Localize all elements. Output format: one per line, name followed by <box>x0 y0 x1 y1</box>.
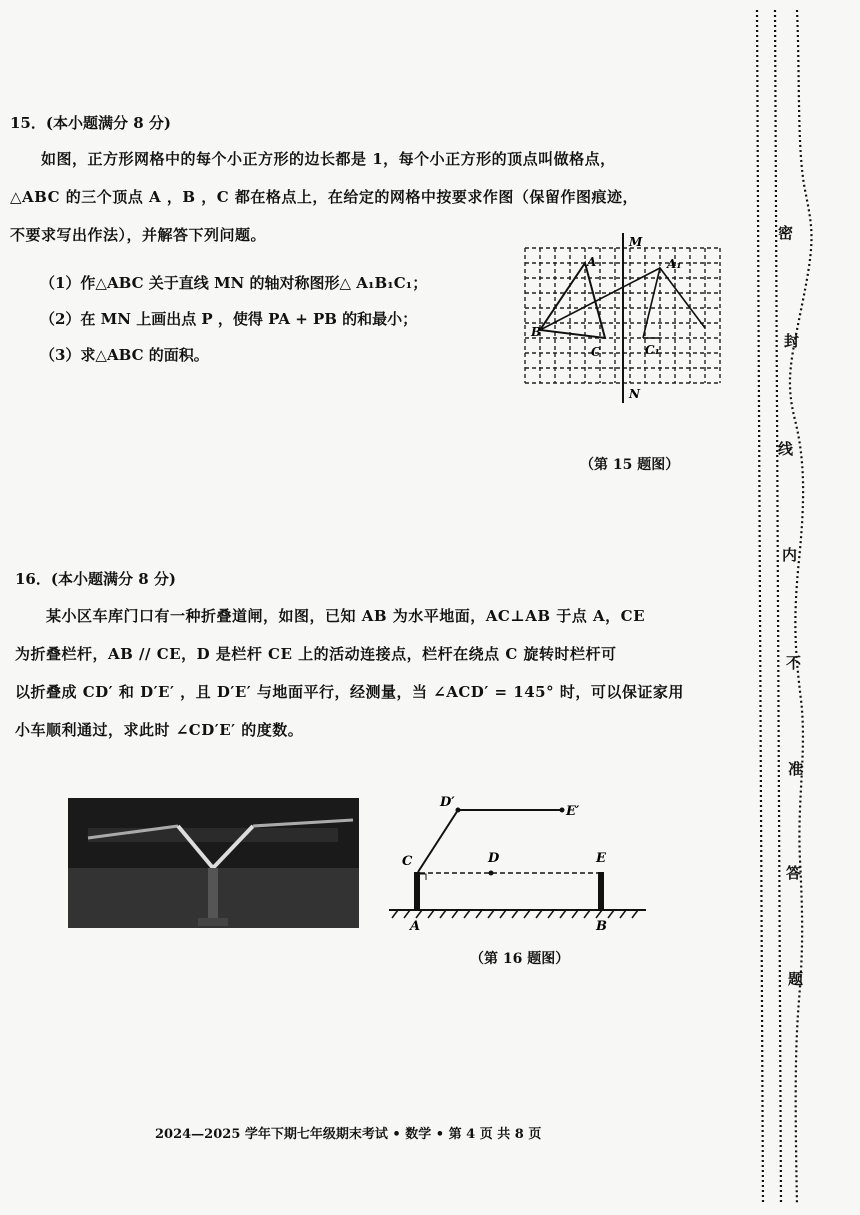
binding-char-8: 题 <box>788 970 804 988</box>
q15-line-3: 不要求写出作法），并解答下列问题。 <box>10 226 267 244</box>
page-footer: 2024—2025 学年下期七年级期末考试 • 数学 • 第 4 页 共 8 页 <box>155 1127 542 1142</box>
label-d-prime: D′ <box>440 795 455 810</box>
label-b: B <box>531 325 542 339</box>
binding-margin <box>745 0 860 1215</box>
q15-line-2: △ABC 的三个顶点 A ，B ，C 都在格点上，在给定的网格中按要求作图（保留作图痕迹， <box>10 188 638 206</box>
label-e-prime: E′ <box>566 804 580 819</box>
q15-item-3: （3）求△ABC 的面积。 <box>40 346 209 364</box>
binding-char-5: 不 <box>786 654 802 672</box>
q16-header: 16．(本小题满分 8 分) <box>15 570 176 588</box>
right-angle-mark <box>420 874 426 880</box>
q15-grid-figure <box>515 228 730 408</box>
point-d1 <box>456 808 461 813</box>
label-b: B <box>596 919 607 934</box>
q15-caption: （第 15 题图） <box>580 457 680 473</box>
barrier-gate-photo <box>68 798 359 928</box>
label-m: M <box>629 235 643 249</box>
q16-line-2: 为折叠栏杆，AB // CE，D 是栏杆 CE 上的活动连接点，栏杆在绕点 C 旋转时栏杆可 <box>15 645 617 663</box>
ground-hatching <box>392 910 638 918</box>
label-a: A <box>587 255 597 269</box>
binding-char-3: 线 <box>778 440 794 458</box>
q15-item-2: （2）在 MN 上画出点 P ，使得 PA + PB 的和最小； <box>40 310 418 328</box>
q16-caption: （第 16 题图） <box>470 951 570 967</box>
rail-cd1 <box>418 810 458 872</box>
dotted-line-2 <box>775 10 781 1205</box>
binding-char-1: 密 <box>778 224 794 242</box>
post-ac <box>414 872 420 910</box>
triangle-abc <box>540 263 605 338</box>
q16-body <box>15 597 725 749</box>
label-e: E <box>596 851 606 866</box>
q16-line-4: 小车顺利通过，求此时 ∠CD′E′ 的度数。 <box>15 721 304 739</box>
q15-header: 15．(本小题满分 8 分) <box>10 114 171 132</box>
dotted-line-3 <box>790 10 812 1205</box>
binding-char-4: 内 <box>782 546 798 564</box>
dotted-line-1 <box>757 10 763 1205</box>
q16-diagram <box>384 790 654 940</box>
label-a: A <box>410 919 421 934</box>
q16-line-1: 某小区车库门口有一种折叠道闸，如图，已知 AB 为水平地面，AC⊥AB 于点 A，CE <box>15 607 646 625</box>
point-e1 <box>560 808 565 813</box>
post-be <box>598 872 604 910</box>
label-c1: C₁ <box>645 343 660 357</box>
point-d <box>489 871 494 876</box>
q15-item-1: （1）作△ABC 关于直线 MN 的轴对称图形△ A₁B₁C₁； <box>40 274 428 292</box>
label-c: C <box>402 854 413 869</box>
label-d: D <box>488 851 500 866</box>
q16-line-3: 以折叠成 CD′ 和 D′E′ ，且 D′E′ 与地面平行，经测量，当 ∠ACD′ = 145° 时，可以保证家用 <box>15 683 684 701</box>
binding-char-2: 封 <box>784 332 800 350</box>
q15-line-1: 如图，正方形网格中的每个小正方形的边长都是 1，每个小正方形的顶点叫做格点， <box>10 150 616 168</box>
label-n: N <box>629 387 640 401</box>
binding-char-6: 准 <box>788 760 804 778</box>
binding-char-7: 答 <box>786 864 802 882</box>
label-a1: A₁ <box>667 257 682 271</box>
label-c: C <box>591 345 601 359</box>
